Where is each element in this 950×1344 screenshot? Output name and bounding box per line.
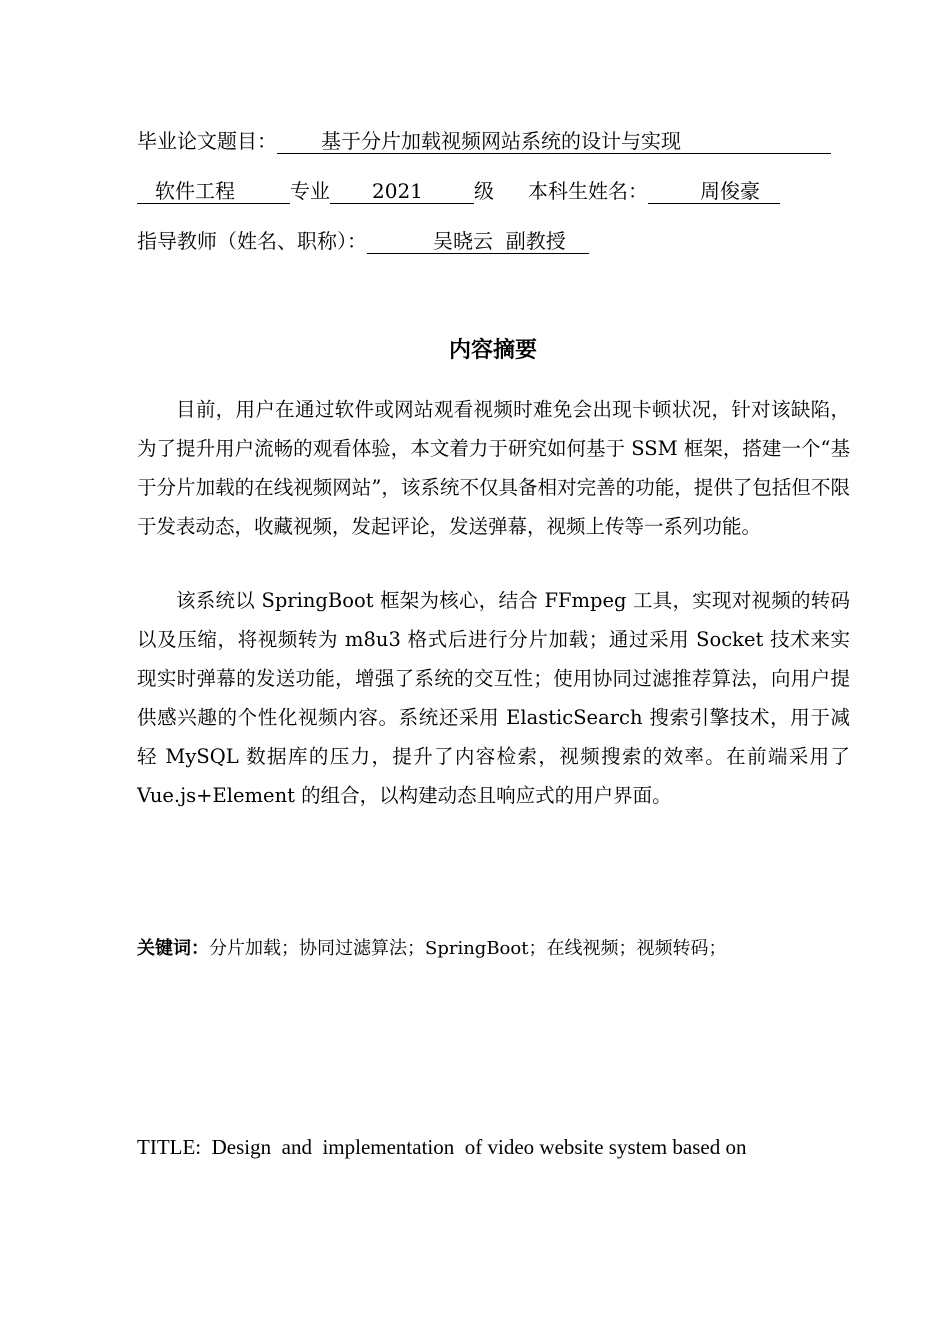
- student-info-line: [137, 178, 780, 204]
- thesis-title-line: [137, 128, 831, 154]
- keywords-label: 关键词：: [137, 938, 209, 959]
- abstract-heading: 内容摘要: [448, 338, 537, 363]
- advisor-value: 吴晓云 副教授: [367, 229, 589, 254]
- advisor-line: [137, 228, 589, 254]
- student-name-label: 本科生姓名：: [528, 179, 648, 203]
- student-name-value: 周俊豪: [648, 179, 780, 204]
- abstract-paragraph: 该系统以 SpringBoot 框架为核心，结合 FFmpeg 工具，实现对视频的转码以及压缩，将视频转为 m8u3 格式后进行分片加载；通过采用 Socket 技术来实现实时弹幕的发送功能，增强了系统的交互性；使用协同过滤推荐算法，向用户提供感兴趣的个性化视频内容。系统还采用 ElasticSearch 搜索引擎技术，用于减轻 MySQL 数据库的压力，提升了内容检索，视频搜索的效率。在前端采用了 Vue.js+Element 的组合，以构建动态且响应式的用户界面。: [137, 589, 850, 807]
- abstract-paragraph: 目前，用户在通过软件或网站观看视频时难免会出现卡顿状况，针对该缺陷，为了提升用户流畅的观看体验，本文着力于研究如何基于 SSM 框架，搭建一个“基于分片加载的在线视频网站”，该系统不仅具备相对完善的功能，提供了包括但不限于发表动态，收藏视频，发起评论，发送弹幕，视频上传等一系列功能。: [137, 398, 850, 538]
- english-title: TITLE: Design and implementation of video website system based on: [137, 1135, 747, 1159]
- year-label: 级: [474, 179, 494, 203]
- thesis-title-value: 基于分片加载视频网站系统的设计与实现: [277, 129, 831, 154]
- advisor-label: 指导教师（姓名、职称）：: [137, 229, 367, 253]
- thesis-title-label: 毕业论文题目：: [137, 129, 277, 153]
- major-label: 专业: [290, 179, 330, 203]
- keywords-line: [137, 936, 726, 962]
- keywords-value: 分片加载；协同过滤算法；SpringBoot；在线视频；视频转码；: [209, 938, 727, 959]
- major-value: 软件工程: [137, 179, 290, 204]
- year-value: 2021: [330, 179, 474, 204]
